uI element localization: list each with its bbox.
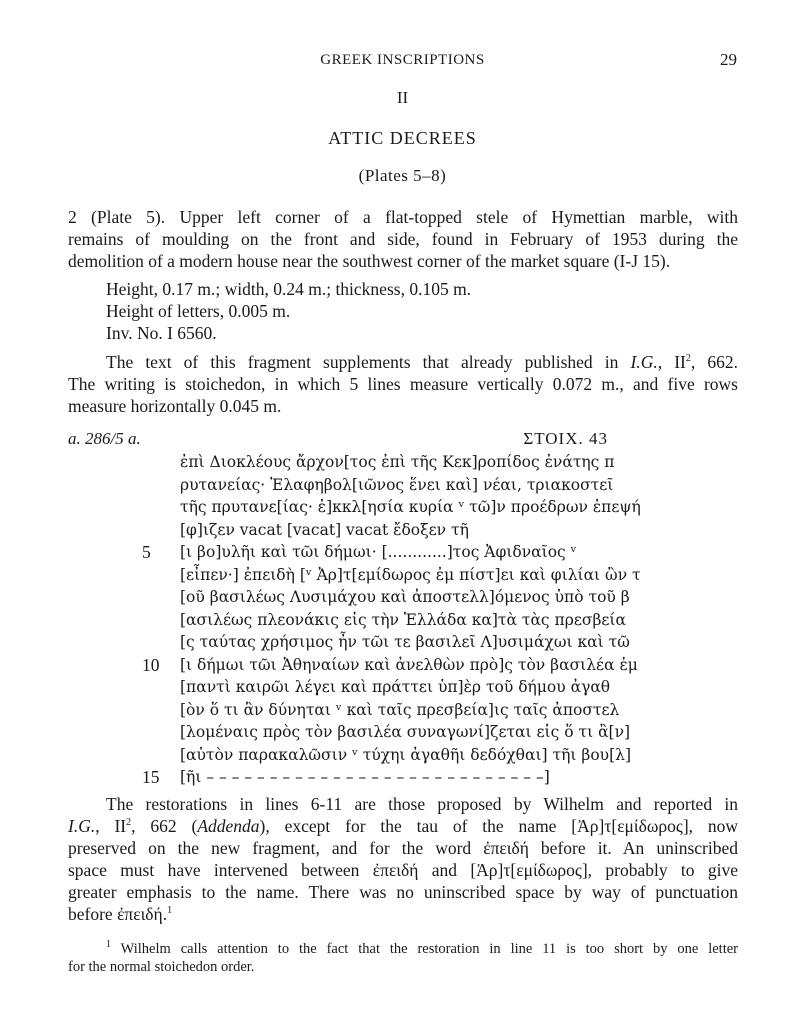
text-paragraph-line: The writing is stoichedon, in which 5 lines measure vertically 0.072 m., and five rows: [68, 374, 738, 394]
inscription-line-text: ἐπὶ Διοκλέους ἄρχον[τος ἐπὶ τῆς Κεκ]ροπίδος ἐνάτης π: [180, 453, 615, 471]
measurements: [106, 278, 471, 344]
text-paragraph-line: measure horizontally 0.045 m.: [68, 396, 282, 416]
inscription-line: [68, 586, 668, 609]
line-number: 5: [142, 542, 151, 562]
inscription-line-text: [ῆι – – – – – – – – – – – – – – – – – – – – – – – – – – –]: [180, 768, 550, 786]
running-head: GREEK INSCRIPTIONS: [320, 52, 485, 68]
inscription-line-text: τῆς πρυτανε[ίας· ἐ]κκλ[ησία κυρία ᵛ τῶ]ν προέδρων ἐπεψή: [180, 498, 641, 516]
section-number: II: [396, 88, 409, 107]
line-number: 15: [142, 767, 160, 787]
inscription-line-text: [ι δήμωι τῶι Ἀθηναίων καὶ ἀνελθὼν πρὸ]ς τὸν βασιλέα ἐμ: [180, 655, 638, 674]
inscription-line: [68, 496, 668, 519]
plates-reference: (Plates 5–8): [358, 166, 447, 185]
stoichedon-count: ΣΤΟΙΧ. 43: [523, 429, 608, 448]
inscription-line: [68, 541, 668, 564]
measurement-dimensions: Height, 0.17 m.; width, 0.24 m.; thickness, 0.105 m.: [106, 279, 472, 299]
inscription-line-text: [ι βο]υλῆι καὶ τῶι δήμωι· [............]τος Ἀφιδναῖος ᵛ: [180, 543, 577, 561]
inscription-line-text: [ς ταύτας χρήσιμος ἦν τῶι τε βασιλεῖ Λ]υσιμάχωι καὶ τῶ: [180, 633, 630, 651]
inscription-line: [68, 676, 668, 699]
inscription-line: [68, 699, 668, 722]
restorations-line: The restorations in lines 6-11 are those proposed by Wilhelm and reported in: [106, 794, 738, 814]
description-line: demolition of a modern house near the southwest corner of the market square (I-J 15).: [68, 251, 671, 271]
description-line: 2 (Plate 5). Upper left corner of a flat-topped stele of Hymettian marble, with: [68, 207, 738, 227]
inscription-line: [68, 474, 668, 497]
inscription-line: [68, 721, 668, 744]
measurement-letters: Height of letters, 0.005 m.: [106, 301, 291, 321]
inscription-line: [68, 451, 668, 474]
inscription-date: a. 286/5 a.: [68, 429, 141, 448]
inscription-line: [68, 654, 668, 677]
description-line: remains of moulding on the front and side, found in February of 1953 during the: [68, 229, 738, 249]
restorations-paragraph: [68, 793, 738, 925]
inscription-line-text: [φ]ιζεν vacat [vacat] vacat ἔδοξεν τῆ: [180, 520, 469, 539]
footnote-line: $^1$ Wilhelm calls attention to the fact that the restoration in line 11 is too short by one letter: [106, 939, 738, 957]
inscription-line: [68, 564, 668, 587]
line-number: 10: [142, 654, 160, 675]
page-number: 29: [720, 50, 737, 69]
inscription-line: [68, 744, 668, 767]
inscription-text: [68, 451, 668, 789]
inscription-line-text: [λομέναις πρὸς τὸν βασιλέα συναγωνί]ζεται εἰς ὅ τι ἂ[ν]: [180, 723, 631, 741]
inscription-line-text: [παντὶ καιρῶι λέγει καὶ πράττει ὑπ]ὲρ τοῦ δήμου ἀγαθ: [180, 678, 611, 696]
footnote-marker: 1: [106, 939, 111, 951]
inscription-line-text: ρυτανείας· Ἐλαφηβολ[ιῶνος ἕνει καὶ] νέαι, τριακοστεῖ: [180, 475, 614, 494]
restorations-line: greater emphasis to the name. There was no uninscribed space by way of punctuation: [68, 882, 738, 902]
inscription-line-text: [εἶπεν·] ἐπειδὴ [ᵛ Ἀρ]τ[εμίδωρος ἐμ πίστ]ει καὶ φιλίαι ὢν τ: [180, 565, 641, 584]
inscription-line: [68, 519, 668, 542]
text-paragraph-line: The text of this fragment supplements that already published in I.G., $II^2$, 662.: [106, 352, 739, 372]
footnote: [68, 940, 738, 976]
inscription-line-text: [ασιλέως πλεονάκις εἰς τὴν Ἑλλάδα κα]τὰ τὰς πρεσβεία: [180, 610, 626, 629]
inventory-number: Inv. No. I 6560.: [106, 323, 217, 343]
inscription-line-text: [αὐτὸν παρακαλῶσιν ᵛ τύχηι ἀγαθῆι δεδόχθαι] τῆι βου[λ]: [180, 745, 632, 764]
restorations-line: preserved on the new fragment, and for the word ἐπειδή before it. An uninscribed: [68, 838, 738, 858]
restorations-line: space must have intervened between ἐπειδή and [Ἀρ]τ[εμίδωρος], probably to give: [68, 860, 738, 880]
text-paragraph: [68, 351, 738, 417]
inscription-line: [68, 609, 668, 632]
restorations-line: before ἐπειδή.$^1$: [68, 904, 173, 924]
inscription-line: [68, 766, 668, 789]
restorations-line: I.G., $II^2$, 662 (Addenda), except for the tau of the name [Ἀρ]τ[εμίδωρος], now: [68, 816, 739, 836]
section-title: ATTIC DECREES: [328, 128, 477, 148]
entry-description: [68, 206, 738, 272]
footnote-line: for the normal stoichedon order.: [68, 959, 255, 975]
inscription-line-text: [οῦ βασιλέως Λυσιμάχου καὶ ἀποστελλ]όμενος ὑπὸ τοῦ β: [180, 588, 630, 606]
inscription-line-text: [ὸν ὅ τι ἂν δύνηται ᵛ καὶ ταῖς πρεσβεία]ις ταῖς ἀποστελ: [180, 700, 620, 719]
inscription-line: [68, 631, 668, 654]
